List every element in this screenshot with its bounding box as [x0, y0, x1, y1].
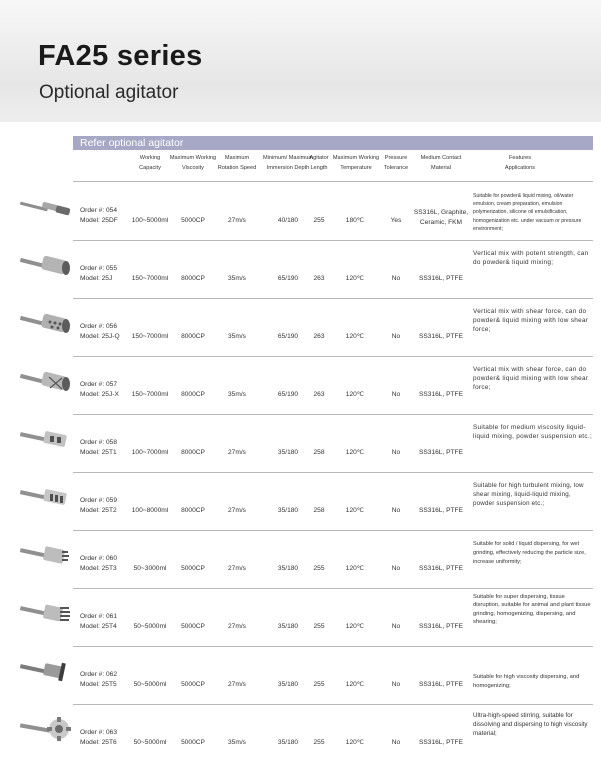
material-cell: SS316L, PTFE — [419, 623, 463, 630]
table-row — [0, 357, 601, 414]
table-row — [0, 589, 601, 646]
temperature-cell: 120℃ — [345, 681, 365, 688]
order-number: Order #: 058 — [80, 439, 118, 446]
page-subtitle: Optional agitator — [39, 82, 179, 103]
pressure-cell: No — [391, 275, 401, 282]
length-cell: 255 — [313, 217, 325, 224]
table-row — [0, 647, 601, 704]
capacity-cell: 100~5000ml — [131, 217, 169, 224]
table-row — [0, 183, 601, 240]
depth-cell: 35/180 — [277, 565, 299, 572]
temperature-cell: 120℃ — [345, 275, 365, 282]
header-length-line1: Agitator — [309, 155, 329, 161]
features-cell: Suitable for high viscosity dispersing, and homogenizing; — [473, 674, 580, 689]
agitator-25t3-image — [20, 539, 72, 569]
features-cell: Vertical mix with shear force, can do powder& liquid mixing with low shear force; — [473, 366, 589, 391]
header-features-line1: Features — [508, 155, 532, 161]
temperature-cell: 120℃ — [345, 623, 365, 630]
capacity-cell: 50~5000ml — [133, 623, 167, 630]
temperature-cell: 180℃ — [345, 217, 365, 224]
temperature-cell: 120℃ — [345, 507, 365, 514]
length-cell: 255 — [313, 565, 325, 572]
capacity-cell: 150~7000ml — [131, 275, 169, 282]
viscosity-cell: 8000CP — [181, 275, 205, 282]
features-cell: Vertical mix with potent strength, can do powder& liquid mixing; — [473, 250, 589, 266]
speed-cell: 35m/s — [228, 391, 246, 398]
agitator-25j-image — [20, 249, 72, 279]
table-row — [0, 531, 601, 588]
order-info — [80, 438, 117, 458]
length-cell: 258 — [313, 449, 325, 456]
header-temp-line2: Temperature — [340, 165, 372, 171]
header-viscosity-line2: Viscosity — [182, 165, 204, 171]
model-name: Model: 25J — [80, 275, 113, 282]
agitator-25df-image — [20, 191, 72, 221]
viscosity-cell: 8000CP — [181, 391, 205, 398]
order-number: Order #: 062 — [80, 671, 118, 678]
pressure-cell: No — [391, 449, 401, 456]
depth-cell: 35/180 — [277, 681, 299, 688]
table-row — [0, 705, 601, 762]
table-row — [0, 299, 601, 356]
features-cell: Ultra-high-speed stirring, suitable for dissolving and dispersing to high viscosity material; — [473, 712, 588, 737]
header-features-line2: Applications — [504, 165, 536, 171]
table-row — [0, 473, 601, 530]
order-info — [80, 670, 117, 690]
depth-cell: 35/180 — [277, 739, 299, 746]
pressure-cell: No — [391, 391, 401, 398]
speed-cell: 27m/s — [228, 449, 246, 456]
model-name: Model: 25T1 — [80, 449, 117, 456]
viscosity-cell: 5000CP — [181, 565, 205, 572]
material-cell: SS316L, PTFE — [419, 449, 463, 456]
capacity-cell: 150~7000ml — [131, 333, 169, 340]
order-number: Order #: 055 — [80, 265, 118, 272]
speed-cell: 27m/s — [228, 681, 246, 688]
material-cell: SS316L, PTFE — [419, 681, 463, 688]
header-pressure-line1: Pressure — [384, 155, 408, 161]
material-cell: SS316L, PTFE — [419, 333, 463, 340]
model-name: Model: 25J-Q — [80, 333, 120, 340]
header-features — [490, 153, 550, 173]
material-cell: SS316L, PTFE — [419, 565, 463, 572]
depth-cell: 40/180 — [277, 217, 299, 224]
material-cell: SS316L, PTFE — [419, 739, 463, 746]
speed-cell: 27m/s — [228, 623, 246, 630]
temperature-cell: 120℃ — [345, 565, 365, 572]
header-divider — [73, 181, 593, 182]
length-cell: 263 — [313, 275, 325, 282]
length-cell: 263 — [313, 333, 325, 340]
viscosity-cell: 8000CP — [181, 449, 205, 456]
capacity-cell: 50~5000ml — [133, 739, 167, 746]
header-length-line2: Length — [310, 165, 328, 171]
viscosity-cell: 5000CP — [181, 681, 205, 688]
order-number: Order #: 057 — [80, 381, 118, 388]
temperature-cell: 120℃ — [345, 449, 365, 456]
header-viscosity-line1: Maximum Working — [169, 155, 217, 161]
header-pressure-line2: Tolerance — [383, 165, 409, 171]
viscosity-cell: 8000CP — [181, 333, 205, 340]
agitator-25t4-image — [20, 597, 72, 627]
pressure-cell: No — [391, 739, 401, 746]
header-banner — [0, 0, 601, 122]
header-temperature — [328, 153, 384, 173]
features-cell: Suitable for high turbulent mixing, low shear mixing, liquid-liquid mixing, powder suspension etc.; — [473, 482, 584, 507]
pressure-cell: Yes — [390, 217, 402, 224]
agitator-25t2-image — [20, 481, 72, 511]
header-material — [410, 153, 472, 173]
table-row — [0, 241, 601, 298]
model-name: Model: 25T2 — [80, 507, 117, 514]
temperature-cell: 120℃ — [345, 739, 365, 746]
material-cell: SS316L, PTFE — [419, 507, 463, 514]
order-number: Order #: 061 — [80, 613, 118, 620]
material-cell: SS316L, PTFE — [419, 275, 463, 282]
speed-cell: 35m/s — [228, 275, 246, 282]
speed-cell: 35m/s — [228, 333, 246, 340]
speed-cell: 27m/s — [228, 565, 246, 572]
features-cell: Suitable for powder& liquid mixing, oil/water emulsion, cream preparation, emulsion polymerization, silicone oil emulsification, homogenization etc. under vacuum or pressure environment; — [473, 193, 582, 232]
viscosity-cell: 5000CP — [181, 217, 205, 224]
capacity-cell: 100~8000ml — [131, 507, 169, 514]
depth-cell: 35/180 — [277, 507, 299, 514]
temperature-cell: 120℃ — [345, 333, 365, 340]
order-info — [80, 728, 117, 748]
length-cell: 255 — [313, 623, 325, 630]
header-speed-line2: Rotation Speed — [217, 165, 257, 171]
length-cell: 258 — [313, 507, 325, 514]
order-info — [80, 380, 119, 400]
material-cell: SS316L, Graphite, Ceramic, FKM — [413, 209, 469, 226]
features-cell: Vertical mix with shear force, can do powder& liquid mixing with low shear force; — [473, 308, 589, 333]
order-number: Order #: 060 — [80, 555, 118, 562]
order-info — [80, 612, 117, 632]
order-number: Order #: 059 — [80, 497, 118, 504]
speed-cell: 27m/s — [228, 507, 246, 514]
header-material-line2: Material — [431, 165, 451, 171]
pressure-cell: No — [391, 333, 401, 340]
features-cell: Suitable for solid / liquid dispersing, for wet grinding, effectively reducing the particle size, increase uniformity; — [473, 541, 586, 565]
length-cell: 255 — [313, 739, 325, 746]
model-name: Model: 25J-X — [80, 391, 119, 398]
order-number: Order #: 063 — [80, 729, 118, 736]
model-name: Model: 25T3 — [80, 565, 117, 572]
agitator-25t6-image — [20, 713, 72, 743]
header-temp-line1: Maximum Working — [332, 155, 380, 161]
agitator-25j-q-image — [20, 307, 72, 337]
capacity-cell: 50~5000ml — [133, 681, 167, 688]
pressure-cell: No — [391, 623, 401, 630]
length-cell: 255 — [313, 681, 325, 688]
depth-cell: 65/190 — [277, 333, 299, 340]
header-capacity-line1: Working — [139, 155, 161, 161]
pressure-cell: No — [391, 565, 401, 572]
agitator-25t1-image — [20, 423, 72, 453]
header-pressure — [380, 153, 412, 173]
features-cell: Suitable for super dispersing, tissue disruption, suitable for animal and plant tissue grinding, homogenizing, dispersing, and shearing; — [473, 594, 591, 626]
order-info — [80, 554, 117, 574]
order-info — [80, 206, 118, 226]
capacity-cell: 150~7000ml — [131, 391, 169, 398]
model-name: Model: 25T4 — [80, 623, 117, 630]
model-name: Model: 25DF — [80, 217, 118, 224]
pressure-cell: No — [391, 507, 401, 514]
header-speed-line1: Maximum — [224, 155, 250, 161]
header-depth-line1: Minimum/ Maximum — [262, 155, 314, 161]
header-material-line1: Medium Contact — [420, 155, 462, 161]
length-cell: 263 — [313, 391, 325, 398]
speed-cell: 27m/s — [228, 217, 246, 224]
agitator-25j-x-image — [20, 365, 72, 395]
series-title: FA25 series — [38, 40, 203, 72]
agitator-25t5-image — [20, 655, 72, 685]
order-info — [80, 322, 120, 342]
depth-cell: 65/190 — [277, 275, 299, 282]
model-name: Model: 25T6 — [80, 739, 117, 746]
order-info — [80, 496, 117, 516]
depth-cell: 65/190 — [277, 391, 299, 398]
depth-cell: 35/180 — [277, 449, 299, 456]
speed-cell: 35m/s — [228, 739, 246, 746]
viscosity-cell: 5000CP — [181, 739, 205, 746]
features-cell: Suitable for medium viscosity liquid-liquid mixing, powder suspension etc.; — [473, 424, 593, 440]
viscosity-cell: 8000CP — [181, 507, 205, 514]
temperature-cell: 120℃ — [345, 391, 365, 398]
header-depth-line2: Immersion Depth — [266, 165, 310, 171]
model-name: Model: 25T5 — [80, 681, 117, 688]
depth-cell: 35/180 — [277, 623, 299, 630]
order-number: Order #: 056 — [80, 323, 118, 330]
pressure-cell: No — [391, 681, 401, 688]
capacity-cell: 50~3000ml — [133, 565, 167, 572]
table-row — [0, 415, 601, 472]
header-capacity-line2: Capacity — [139, 165, 161, 171]
viscosity-cell: 5000CP — [181, 623, 205, 630]
order-info — [80, 264, 117, 284]
capacity-cell: 100~7000ml — [131, 449, 169, 456]
material-cell: SS316L, PTFE — [419, 391, 463, 398]
table-title: Refer optional agitator — [80, 137, 184, 149]
order-number: Order #: 054 — [80, 207, 118, 214]
